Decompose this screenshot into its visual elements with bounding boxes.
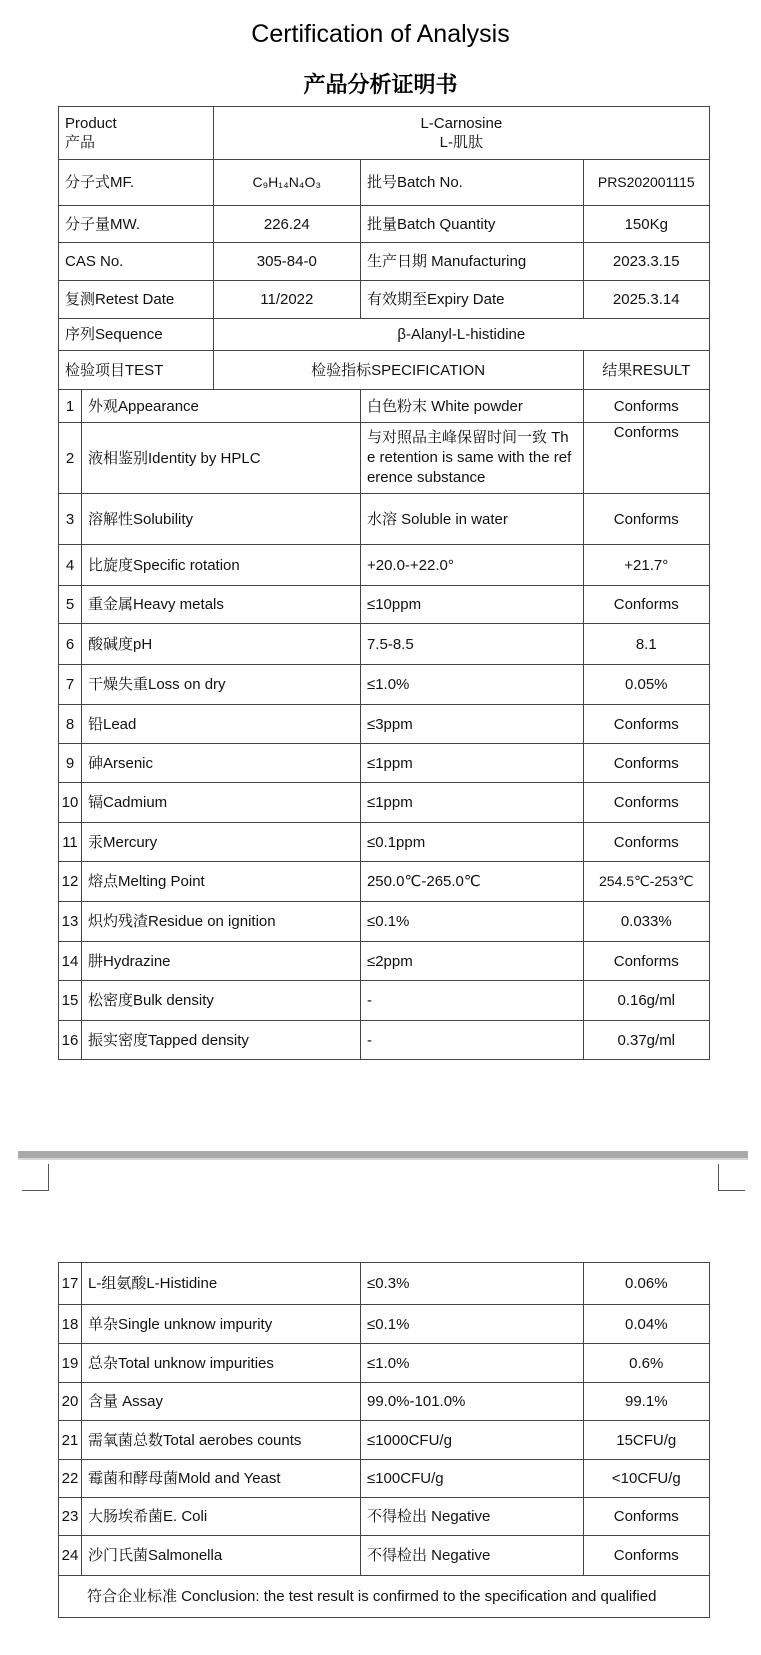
test-specification: ≤2ppm xyxy=(360,942,583,981)
test-specification: ≤1.0% xyxy=(360,665,583,705)
test-specification: ≤1ppm xyxy=(360,783,583,823)
test-result: Conforms xyxy=(583,390,709,423)
test-result: Conforms xyxy=(583,494,709,545)
test-specification: 与对照品主峰保留时间一致 The retention is same with the reference substance xyxy=(360,423,583,494)
test-row xyxy=(59,1421,710,1460)
expiry-value: 2025.3.14 xyxy=(583,281,709,319)
test-item: 大肠埃希菌E. Coli xyxy=(81,1498,360,1536)
analysis-table-page2 xyxy=(58,1262,710,1618)
test-number: 21 xyxy=(59,1421,82,1460)
document-title: Certification of Analysis xyxy=(251,20,510,48)
test-item-cell xyxy=(59,586,361,624)
test-item: 炽灼残渣Residue on ignition xyxy=(88,913,276,930)
cas-value: 305-84-0 xyxy=(213,243,360,281)
test-result: Conforms xyxy=(583,1536,709,1576)
test-item-cell xyxy=(59,423,361,494)
test-item-cell xyxy=(59,705,361,744)
test-result: Conforms xyxy=(583,942,709,981)
test-number: 15 xyxy=(59,981,82,1020)
cas-label: CAS No. xyxy=(59,243,214,281)
test-specification: 7.5-8.5 xyxy=(360,624,583,665)
retest-label: 复测Retest Date xyxy=(59,281,214,319)
test-item-cell xyxy=(59,823,361,862)
test-specification: 白色粉末 White powder xyxy=(360,390,583,423)
test-row xyxy=(59,981,710,1021)
test-number: 19 xyxy=(59,1344,82,1383)
test-number: 3 xyxy=(59,494,82,544)
test-number: 6 xyxy=(59,624,82,664)
document-title-cn: 产品分析证明书 xyxy=(303,73,458,98)
page-separator-shadow xyxy=(18,1158,748,1160)
test-number: 22 xyxy=(59,1460,82,1498)
test-item: 液相鉴别Identity by HPLC xyxy=(88,449,261,467)
product-label-cell xyxy=(59,107,214,160)
product-name: L-Carnosine xyxy=(420,115,503,132)
batch-qty-value: 150Kg xyxy=(583,206,709,243)
test-row xyxy=(59,705,710,744)
test-row xyxy=(59,1305,710,1344)
test-specification: ≤0.1% xyxy=(360,902,583,942)
test-row xyxy=(59,1383,710,1421)
test-item: 酸碱度pH xyxy=(88,635,153,653)
test-number: 12 xyxy=(59,862,82,901)
test-result: 254.5℃-253℃ xyxy=(583,862,709,902)
test-result: +21.7° xyxy=(583,545,709,586)
test-item-cell xyxy=(59,902,361,942)
test-item: 铅Lead xyxy=(88,715,137,733)
test-item: 熔点Melting Point xyxy=(88,873,205,890)
batch-no-label: 批号Batch No. xyxy=(360,160,583,206)
test-specification: ≤1ppm xyxy=(360,744,583,783)
manufacturing-label: 生产日期 Manufacturing xyxy=(360,243,583,281)
test-result: <10CFU/g xyxy=(583,1460,709,1498)
test-item: 重金属Heavy metals xyxy=(88,596,224,613)
cas-row xyxy=(59,243,710,281)
test-item-cell xyxy=(59,494,361,545)
manufacturing-value: 2023.3.15 xyxy=(583,243,709,281)
test-column-header: 检验项目TEST xyxy=(59,351,214,390)
expiry-label: 有效期至Expiry Date xyxy=(360,281,583,319)
test-specification: ≤0.1ppm xyxy=(360,823,583,862)
page-corner-mark-right xyxy=(718,1164,745,1191)
test-row xyxy=(59,1021,710,1060)
test-item: 镉Cadmium xyxy=(88,794,168,811)
sequence-row xyxy=(59,319,710,351)
product-row xyxy=(59,107,710,160)
test-row xyxy=(59,665,710,705)
test-specification: ≤1000CFU/g xyxy=(360,1421,583,1460)
test-row xyxy=(59,390,710,423)
test-result: 0.033% xyxy=(583,902,709,942)
mf-label: 分子式MF. xyxy=(59,160,214,206)
result-column-header: 结果RESULT xyxy=(583,351,709,390)
test-number: 20 xyxy=(59,1383,82,1421)
test-result: 0.06% xyxy=(583,1263,709,1305)
mw-row xyxy=(59,206,710,243)
test-row xyxy=(59,862,710,902)
test-specification: 水溶 Soluble in water xyxy=(360,494,583,545)
test-number: 11 xyxy=(59,823,82,861)
test-item: 溶解性Solubility xyxy=(88,510,194,528)
test-item: 松密度Bulk density xyxy=(88,992,214,1009)
test-specification: 不得检出 Negative xyxy=(360,1536,583,1576)
test-item-cell xyxy=(59,1021,361,1060)
test-item: 沙门氏菌Salmonella xyxy=(81,1536,360,1576)
test-number: 24 xyxy=(59,1536,82,1576)
mw-label: 分子量MW. xyxy=(59,206,214,243)
test-item: 单杂Single unknow impurity xyxy=(81,1305,360,1344)
test-result: Conforms xyxy=(583,783,709,823)
test-specification: ≤3ppm xyxy=(360,705,583,744)
test-item-cell xyxy=(59,783,361,823)
test-number: 2 xyxy=(59,423,82,493)
test-number: 13 xyxy=(59,902,82,941)
test-number: 5 xyxy=(59,586,82,623)
analysis-table-page1 xyxy=(58,106,710,1060)
conclusion-text: 符合企业标准 Conclusion: the test result is confirmed to the specification and qualified xyxy=(59,1576,710,1618)
test-specification: ≤0.1% xyxy=(360,1305,583,1344)
test-specification: - xyxy=(360,981,583,1021)
sequence-value: β-Alanyl-L-histidine xyxy=(213,319,709,351)
test-result: 99.1% xyxy=(583,1383,709,1421)
batch-no-value: PRS202001115 xyxy=(583,160,709,206)
test-result: 0.6% xyxy=(583,1344,709,1383)
test-item: 干燥失重Loss on dry xyxy=(88,676,226,693)
test-row xyxy=(59,1498,710,1536)
batch-qty-label: 批量Batch Quantity xyxy=(360,206,583,243)
test-number: 17 xyxy=(59,1263,82,1305)
test-result: Conforms xyxy=(583,586,709,624)
product-name-cn: L-肌肽 xyxy=(439,134,483,151)
mf-value: C₉H₁₄N₄O₃ xyxy=(213,160,360,206)
test-item-cell xyxy=(59,665,361,705)
test-result: 0.04% xyxy=(583,1305,709,1344)
test-number: 23 xyxy=(59,1498,82,1536)
test-row xyxy=(59,423,710,494)
test-number: 18 xyxy=(59,1305,82,1344)
test-specification: ≤1.0% xyxy=(360,1344,583,1383)
test-result: Conforms xyxy=(583,705,709,744)
test-item-cell xyxy=(59,390,361,423)
test-item-cell xyxy=(59,942,361,981)
test-row xyxy=(59,783,710,823)
test-item: 肼Hydrazine xyxy=(88,952,171,970)
test-result: 0.16g/ml xyxy=(583,981,709,1021)
test-item: 外观Appearance xyxy=(88,397,199,415)
test-item: 汞Mercury xyxy=(88,833,158,851)
test-row xyxy=(59,624,710,665)
product-label: Product xyxy=(65,115,117,132)
test-result: Conforms xyxy=(583,823,709,862)
test-row xyxy=(59,586,710,624)
test-specification: ≤10ppm xyxy=(360,586,583,624)
test-result: 15CFU/g xyxy=(583,1421,709,1460)
retest-row xyxy=(59,281,710,319)
test-row xyxy=(59,1344,710,1383)
test-item: 比旋度Specific rotation xyxy=(88,556,240,574)
test-row xyxy=(59,744,710,783)
column-header-row xyxy=(59,351,710,390)
test-number: 7 xyxy=(59,665,82,704)
test-row xyxy=(59,494,710,545)
test-row xyxy=(59,1536,710,1576)
test-item-cell xyxy=(59,744,361,783)
test-number: 14 xyxy=(59,942,82,980)
test-row xyxy=(59,1263,710,1305)
test-result: 8.1 xyxy=(583,624,709,665)
test-result: Conforms xyxy=(583,1498,709,1536)
test-number: 9 xyxy=(59,744,82,782)
test-specification: 不得检出 Negative xyxy=(360,1498,583,1536)
test-row xyxy=(59,545,710,586)
test-result: Conforms xyxy=(583,744,709,783)
test-specification: 99.0%-101.0% xyxy=(360,1383,583,1421)
test-item-cell xyxy=(59,981,361,1021)
test-specification: 250.0℃-265.0℃ xyxy=(360,862,583,902)
test-item: 砷Arsenic xyxy=(88,754,154,772)
test-item-cell xyxy=(59,624,361,665)
mf-row xyxy=(59,160,710,206)
page-corner-mark-left xyxy=(22,1164,49,1191)
mw-value: 226.24 xyxy=(213,206,360,243)
page-separator xyxy=(18,1151,748,1158)
conclusion-row xyxy=(59,1576,710,1618)
test-number: 4 xyxy=(59,545,82,585)
test-item: 需氧菌总数Total aerobes counts xyxy=(81,1421,360,1460)
test-result: 0.37g/ml xyxy=(583,1021,709,1060)
test-item: L-组氨酸L-Histidine xyxy=(81,1263,360,1305)
product-label-cn: 产品 xyxy=(65,134,96,151)
test-specification: +20.0-+22.0° xyxy=(360,545,583,586)
test-row xyxy=(59,942,710,981)
test-item: 含量 Assay xyxy=(81,1383,360,1421)
test-number: 8 xyxy=(59,705,82,743)
test-item-cell xyxy=(59,862,361,902)
test-number: 1 xyxy=(59,390,82,422)
test-item: 霉菌和酵母菌Mold and Yeast xyxy=(81,1460,360,1498)
test-result: Conforms xyxy=(583,423,709,494)
test-number: 16 xyxy=(59,1021,82,1059)
product-name-cell xyxy=(213,107,709,160)
test-specification: ≤100CFU/g xyxy=(360,1460,583,1498)
test-number: 10 xyxy=(59,783,82,822)
retest-value: 11/2022 xyxy=(213,281,360,319)
test-row xyxy=(59,823,710,862)
spec-column-header: 检验指标SPECIFICATION xyxy=(213,351,583,390)
test-row xyxy=(59,902,710,942)
test-item-cell xyxy=(59,545,361,586)
test-row xyxy=(59,1460,710,1498)
test-specification: - xyxy=(360,1021,583,1060)
test-item: 振实密度Tapped density xyxy=(88,1031,249,1049)
test-specification: ≤0.3% xyxy=(360,1263,583,1305)
test-item: 总杂Total unknow impurities xyxy=(81,1344,360,1383)
sequence-label: 序列Sequence xyxy=(59,319,214,351)
test-result: 0.05% xyxy=(583,665,709,705)
